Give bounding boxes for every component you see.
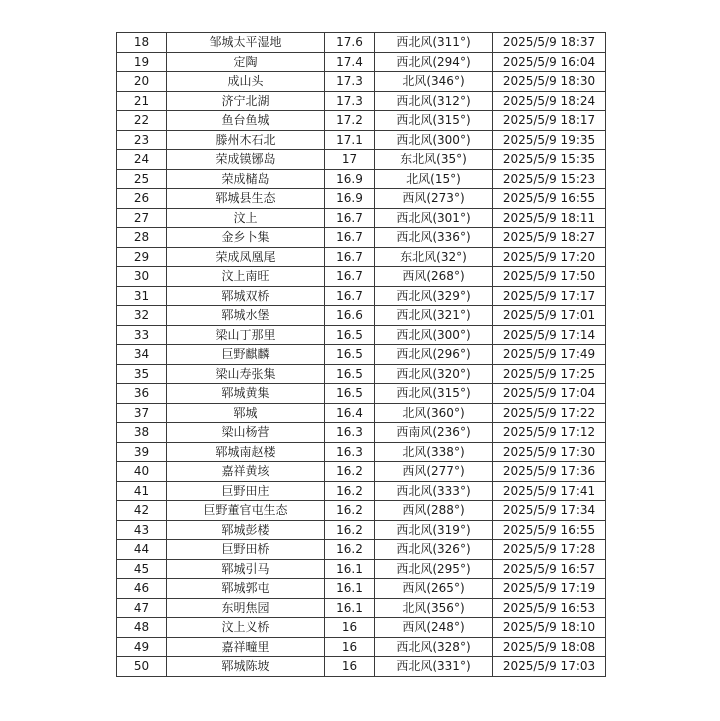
- wind-speed-cell: 16: [325, 657, 375, 677]
- wind-ranking-sheet: [116, 32, 605, 677]
- time-cell: 2025/5/9 17:04: [493, 384, 606, 404]
- wind-speed-cell: 16.9: [325, 189, 375, 209]
- wind-speed-cell: 16.1: [325, 579, 375, 599]
- table-row: [117, 52, 606, 72]
- table-row: [117, 189, 606, 209]
- station-cell: 成山头: [167, 72, 325, 92]
- time-cell: 2025/5/9 17:03: [493, 657, 606, 677]
- table-row: [117, 559, 606, 579]
- wind-speed-cell: 16.1: [325, 598, 375, 618]
- station-cell: 嘉祥黄垓: [167, 462, 325, 482]
- wind-speed-cell: 16.5: [325, 325, 375, 345]
- time-cell: 2025/5/9 17:19: [493, 579, 606, 599]
- rank-cell: 22: [117, 111, 167, 131]
- station-cell: 嘉祥疃里: [167, 637, 325, 657]
- wind-direction-cell: 西北风(312°): [375, 91, 493, 111]
- wind-speed-cell: 16.4: [325, 403, 375, 423]
- wind-speed-cell: 16.6: [325, 306, 375, 326]
- rank-cell: 20: [117, 72, 167, 92]
- station-cell: 郓城县生态: [167, 189, 325, 209]
- table-row: [117, 91, 606, 111]
- time-cell: 2025/5/9 19:35: [493, 130, 606, 150]
- station-cell: 巨野董官屯生态: [167, 501, 325, 521]
- table-row: [117, 423, 606, 443]
- station-cell: 郓城: [167, 403, 325, 423]
- wind-direction-cell: 西风(265°): [375, 579, 493, 599]
- rank-cell: 41: [117, 481, 167, 501]
- wind-speed-cell: 17.2: [325, 111, 375, 131]
- station-cell: 郓城引马: [167, 559, 325, 579]
- wind-direction-cell: 西北风(301°): [375, 208, 493, 228]
- wind-direction-cell: 北风(356°): [375, 598, 493, 618]
- wind-speed-cell: 17: [325, 150, 375, 170]
- time-cell: 2025/5/9 17:01: [493, 306, 606, 326]
- wind-speed-cell: 16.2: [325, 540, 375, 560]
- wind-direction-cell: 西北风(336°): [375, 228, 493, 248]
- station-cell: 郓城水堡: [167, 306, 325, 326]
- table-row: [117, 169, 606, 189]
- time-cell: 2025/5/9 17:17: [493, 286, 606, 306]
- time-cell: 2025/5/9 17:30: [493, 442, 606, 462]
- wind-speed-cell: 17.3: [325, 72, 375, 92]
- wind-speed-cell: 16.2: [325, 520, 375, 540]
- time-cell: 2025/5/9 17:50: [493, 267, 606, 287]
- time-cell: 2025/5/9 17:12: [493, 423, 606, 443]
- wind-speed-cell: 17.1: [325, 130, 375, 150]
- station-cell: 鱼台鱼城: [167, 111, 325, 131]
- table-body: [117, 33, 606, 677]
- time-cell: 2025/5/9 16:57: [493, 559, 606, 579]
- station-cell: 郓城南赵楼: [167, 442, 325, 462]
- rank-cell: 43: [117, 520, 167, 540]
- station-cell: 定陶: [167, 52, 325, 72]
- table-row: [117, 442, 606, 462]
- wind-direction-cell: 西北风(315°): [375, 111, 493, 131]
- wind-speed-cell: 16.5: [325, 364, 375, 384]
- rank-cell: 33: [117, 325, 167, 345]
- rank-cell: 26: [117, 189, 167, 209]
- rank-cell: 29: [117, 247, 167, 267]
- table-row: [117, 520, 606, 540]
- time-cell: 2025/5/9 18:11: [493, 208, 606, 228]
- table-row: [117, 72, 606, 92]
- rank-cell: 18: [117, 33, 167, 53]
- table-row: [117, 540, 606, 560]
- table-row: [117, 618, 606, 638]
- station-cell: 济宁北湖: [167, 91, 325, 111]
- station-cell: 金乡卜集: [167, 228, 325, 248]
- wind-speed-cell: 16.3: [325, 423, 375, 443]
- wind-direction-cell: 西风(248°): [375, 618, 493, 638]
- station-cell: 巨野田庄: [167, 481, 325, 501]
- wind-direction-cell: 北风(15°): [375, 169, 493, 189]
- wind-direction-cell: 西北风(319°): [375, 520, 493, 540]
- wind-direction-cell: 西南风(236°): [375, 423, 493, 443]
- rank-cell: 39: [117, 442, 167, 462]
- station-cell: 汶上南旺: [167, 267, 325, 287]
- table-row: [117, 111, 606, 131]
- table-row: [117, 228, 606, 248]
- time-cell: 2025/5/9 18:17: [493, 111, 606, 131]
- table-row: [117, 384, 606, 404]
- rank-cell: 40: [117, 462, 167, 482]
- wind-speed-cell: 16.2: [325, 481, 375, 501]
- time-cell: 2025/5/9 18:30: [493, 72, 606, 92]
- wind-speed-cell: 16.7: [325, 247, 375, 267]
- time-cell: 2025/5/9 16:53: [493, 598, 606, 618]
- station-cell: 邹城太平湿地: [167, 33, 325, 53]
- table-row: [117, 306, 606, 326]
- wind-speed-cell: 16: [325, 637, 375, 657]
- wind-speed-cell: 16.5: [325, 384, 375, 404]
- wind-speed-cell: 16.7: [325, 267, 375, 287]
- rank-cell: 35: [117, 364, 167, 384]
- table-row: [117, 637, 606, 657]
- rank-cell: 42: [117, 501, 167, 521]
- rank-cell: 23: [117, 130, 167, 150]
- rank-cell: 24: [117, 150, 167, 170]
- rank-cell: 19: [117, 52, 167, 72]
- time-cell: 2025/5/9 16:55: [493, 189, 606, 209]
- table-row: [117, 150, 606, 170]
- station-cell: 梁山杨营: [167, 423, 325, 443]
- station-cell: 汶上: [167, 208, 325, 228]
- station-cell: 滕州木石北: [167, 130, 325, 150]
- time-cell: 2025/5/9 17:25: [493, 364, 606, 384]
- wind-direction-cell: 西北风(333°): [375, 481, 493, 501]
- rank-cell: 34: [117, 345, 167, 365]
- wind-direction-cell: 西风(268°): [375, 267, 493, 287]
- rank-cell: 30: [117, 267, 167, 287]
- time-cell: 2025/5/9 17:22: [493, 403, 606, 423]
- table-row: [117, 325, 606, 345]
- table-row: [117, 403, 606, 423]
- table-row: [117, 130, 606, 150]
- wind-direction-cell: 西北风(331°): [375, 657, 493, 677]
- rank-cell: 28: [117, 228, 167, 248]
- rank-cell: 31: [117, 286, 167, 306]
- station-cell: 郓城陈坡: [167, 657, 325, 677]
- table-row: [117, 286, 606, 306]
- time-cell: 2025/5/9 16:55: [493, 520, 606, 540]
- wind-speed-cell: 16: [325, 618, 375, 638]
- table-row: [117, 579, 606, 599]
- station-cell: 荣成镆铘岛: [167, 150, 325, 170]
- time-cell: 2025/5/9 16:04: [493, 52, 606, 72]
- wind-direction-cell: 北风(338°): [375, 442, 493, 462]
- wind-direction-cell: 西北风(300°): [375, 130, 493, 150]
- time-cell: 2025/5/9 15:35: [493, 150, 606, 170]
- table-row: [117, 345, 606, 365]
- rank-cell: 44: [117, 540, 167, 560]
- rank-cell: 45: [117, 559, 167, 579]
- station-cell: 梁山丁那里: [167, 325, 325, 345]
- time-cell: 2025/5/9 17:28: [493, 540, 606, 560]
- wind-direction-cell: 北风(360°): [375, 403, 493, 423]
- wind-direction-cell: 西北风(294°): [375, 52, 493, 72]
- time-cell: 2025/5/9 17:49: [493, 345, 606, 365]
- station-cell: 郓城双桥: [167, 286, 325, 306]
- table-row: [117, 247, 606, 267]
- wind-direction-cell: 西北风(320°): [375, 364, 493, 384]
- wind-direction-cell: 东北风(32°): [375, 247, 493, 267]
- wind-direction-cell: 西北风(295°): [375, 559, 493, 579]
- time-cell: 2025/5/9 17:14: [493, 325, 606, 345]
- table-row: [117, 481, 606, 501]
- table-row: [117, 501, 606, 521]
- wind-direction-cell: 西北风(315°): [375, 384, 493, 404]
- rank-cell: 25: [117, 169, 167, 189]
- rank-cell: 49: [117, 637, 167, 657]
- table-row: [117, 33, 606, 53]
- wind-direction-cell: 东北风(35°): [375, 150, 493, 170]
- wind-direction-cell: 西北风(321°): [375, 306, 493, 326]
- wind-direction-cell: 西风(273°): [375, 189, 493, 209]
- time-cell: 2025/5/9 18:27: [493, 228, 606, 248]
- wind-direction-cell: 西北风(300°): [375, 325, 493, 345]
- wind-direction-cell: 北风(346°): [375, 72, 493, 92]
- wind-speed-cell: 16.2: [325, 462, 375, 482]
- wind-speed-cell: 16.7: [325, 208, 375, 228]
- station-cell: 东明焦园: [167, 598, 325, 618]
- rank-cell: 32: [117, 306, 167, 326]
- time-cell: 2025/5/9 17:34: [493, 501, 606, 521]
- wind-direction-cell: 西北风(328°): [375, 637, 493, 657]
- rank-cell: 36: [117, 384, 167, 404]
- rank-cell: 46: [117, 579, 167, 599]
- wind-speed-cell: 17.4: [325, 52, 375, 72]
- table-row: [117, 364, 606, 384]
- station-cell: 荣成凤凰尾: [167, 247, 325, 267]
- wind-speed-table: [116, 32, 606, 677]
- station-cell: 郓城郭屯: [167, 579, 325, 599]
- wind-direction-cell: 西北风(296°): [375, 345, 493, 365]
- station-cell: 巨野麒麟: [167, 345, 325, 365]
- wind-direction-cell: 西北风(329°): [375, 286, 493, 306]
- station-cell: 郓城彭楼: [167, 520, 325, 540]
- wind-direction-cell: 西北风(326°): [375, 540, 493, 560]
- station-cell: 郓城黄集: [167, 384, 325, 404]
- rank-cell: 47: [117, 598, 167, 618]
- wind-speed-cell: 17.3: [325, 91, 375, 111]
- wind-speed-cell: 16.9: [325, 169, 375, 189]
- time-cell: 2025/5/9 17:36: [493, 462, 606, 482]
- wind-speed-cell: 16.5: [325, 345, 375, 365]
- rank-cell: 50: [117, 657, 167, 677]
- table-row: [117, 657, 606, 677]
- time-cell: 2025/5/9 18:37: [493, 33, 606, 53]
- time-cell: 2025/5/9 15:23: [493, 169, 606, 189]
- table-row: [117, 598, 606, 618]
- station-cell: 汶上义桥: [167, 618, 325, 638]
- rank-cell: 48: [117, 618, 167, 638]
- time-cell: 2025/5/9 17:41: [493, 481, 606, 501]
- station-cell: 荣成槠岛: [167, 169, 325, 189]
- wind-direction-cell: 西风(277°): [375, 462, 493, 482]
- rank-cell: 27: [117, 208, 167, 228]
- wind-speed-cell: 16.7: [325, 286, 375, 306]
- station-cell: 巨野田桥: [167, 540, 325, 560]
- wind-direction-cell: 西风(288°): [375, 501, 493, 521]
- table-row: [117, 208, 606, 228]
- time-cell: 2025/5/9 18:08: [493, 637, 606, 657]
- time-cell: 2025/5/9 18:24: [493, 91, 606, 111]
- station-cell: 梁山寿张集: [167, 364, 325, 384]
- table-row: [117, 267, 606, 287]
- wind-speed-cell: 16.3: [325, 442, 375, 462]
- rank-cell: 21: [117, 91, 167, 111]
- wind-direction-cell: 西北风(311°): [375, 33, 493, 53]
- time-cell: 2025/5/9 17:20: [493, 247, 606, 267]
- wind-speed-cell: 16.2: [325, 501, 375, 521]
- wind-speed-cell: 16.7: [325, 228, 375, 248]
- time-cell: 2025/5/9 18:10: [493, 618, 606, 638]
- wind-speed-cell: 17.6: [325, 33, 375, 53]
- rank-cell: 38: [117, 423, 167, 443]
- wind-speed-cell: 16.1: [325, 559, 375, 579]
- table-row: [117, 462, 606, 482]
- rank-cell: 37: [117, 403, 167, 423]
